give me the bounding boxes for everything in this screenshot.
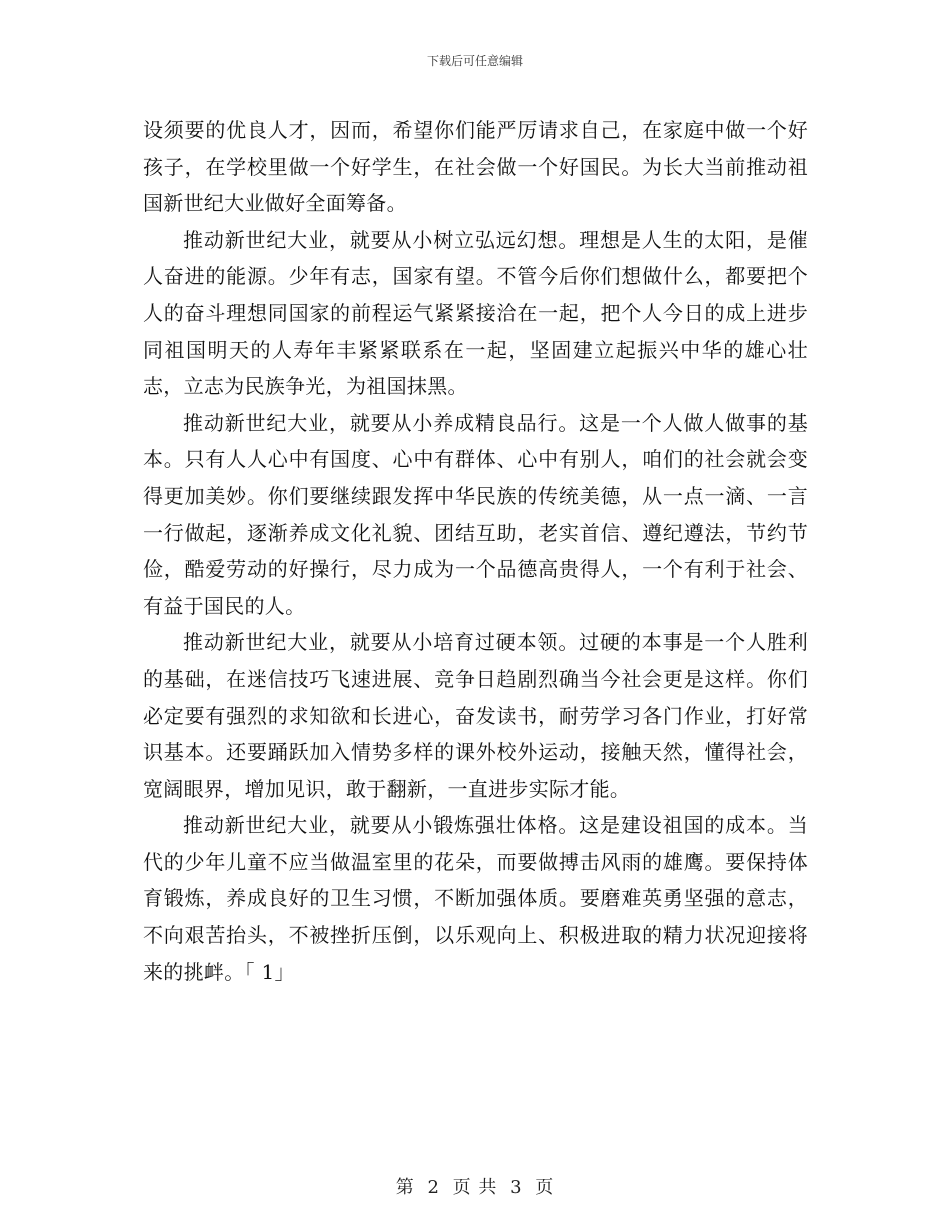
footer-suffix: 页 [535, 1177, 555, 1198]
footer-prefix: 第 [395, 1177, 415, 1198]
page-number-footer [0, 1173, 950, 1199]
paragraph-1: 设须要的优良人才，因而，希望你们能严厉请求自己，在家庭中做一个好孩子，在学校里做一个好学生，在社会做一个好国民。为长大当前推动祖国新世纪大业做好全面筹备。 [143, 118, 808, 216]
paragraph-2: 推动新世纪大业，就要从小树立弘远幻想。理想是人生的太阳，是催人奋进的能源。少年有志，国家有望。不管今后你们想做什么，都要把个人的奋斗理想同国家的前程运气紧紧接洽在一起，把个人今日的成上进步同祖国明天的人寿年丰紧紧联系在一起，坚固建立起振兴中华的雄心壮志，立志为民族争光，为祖国抹黑。 [143, 227, 808, 399]
page-header-note: 下载后可任意编辑 [426, 54, 523, 68]
current-page-number: 2 [427, 1177, 440, 1198]
paragraph-5: 推动新世纪大业，就要从小锻炼强壮体格。这是建设祖国的成本。当代的少年儿童不应当做温室里的花朵，而要做搏击风雨的雄鹰。要保持体育锻炼，养成良好的卫生习惯，不断加强体质。要磨难英勇坚强的意志，不向艰苦抬头，不被挫折压倒，以乐观向上、积极进取的精力状况迎接将来的挑衅。「 1」 [143, 813, 808, 984]
footer-middle: 页 共 [452, 1177, 498, 1198]
paragraph-3: 推动新世纪大业，就要从小养成精良品行。这是一个人做人做事的基本。只有人人心中有国度、心中有群体、心中有别人，咱们的社会就会变得更加美妙。你们要继续跟发挥中华民族的传统美德，从一点一滴、一言一行做起，逐渐养成文化礼貌、团结互助，老实首信、遵纪遵法，节约节俭，酷爱劳动的好操行，尽力成为一个品德高贵得人，一个有利于社会、有益于国民的人。 [143, 410, 808, 618]
document-body [143, 112, 808, 990]
total-page-count: 3 [510, 1177, 523, 1198]
paragraph-4: 推动新世纪大业，就要从小培育过硬本领。过硬的本事是一个人胜利的基础，在迷信技巧飞速进展、竞争日趋剧烈确当今社会更是这样。你们必定要有强烈的求知欲和长进心，奋发读书，耐劳学习各门作业，打好常识基本。还要踊跃加入情势多样的课外校外运动，接触天然，懂得社会，宽阔眼界，增加见识，敢于翻新，一直进步实际才能。 [143, 630, 808, 801]
